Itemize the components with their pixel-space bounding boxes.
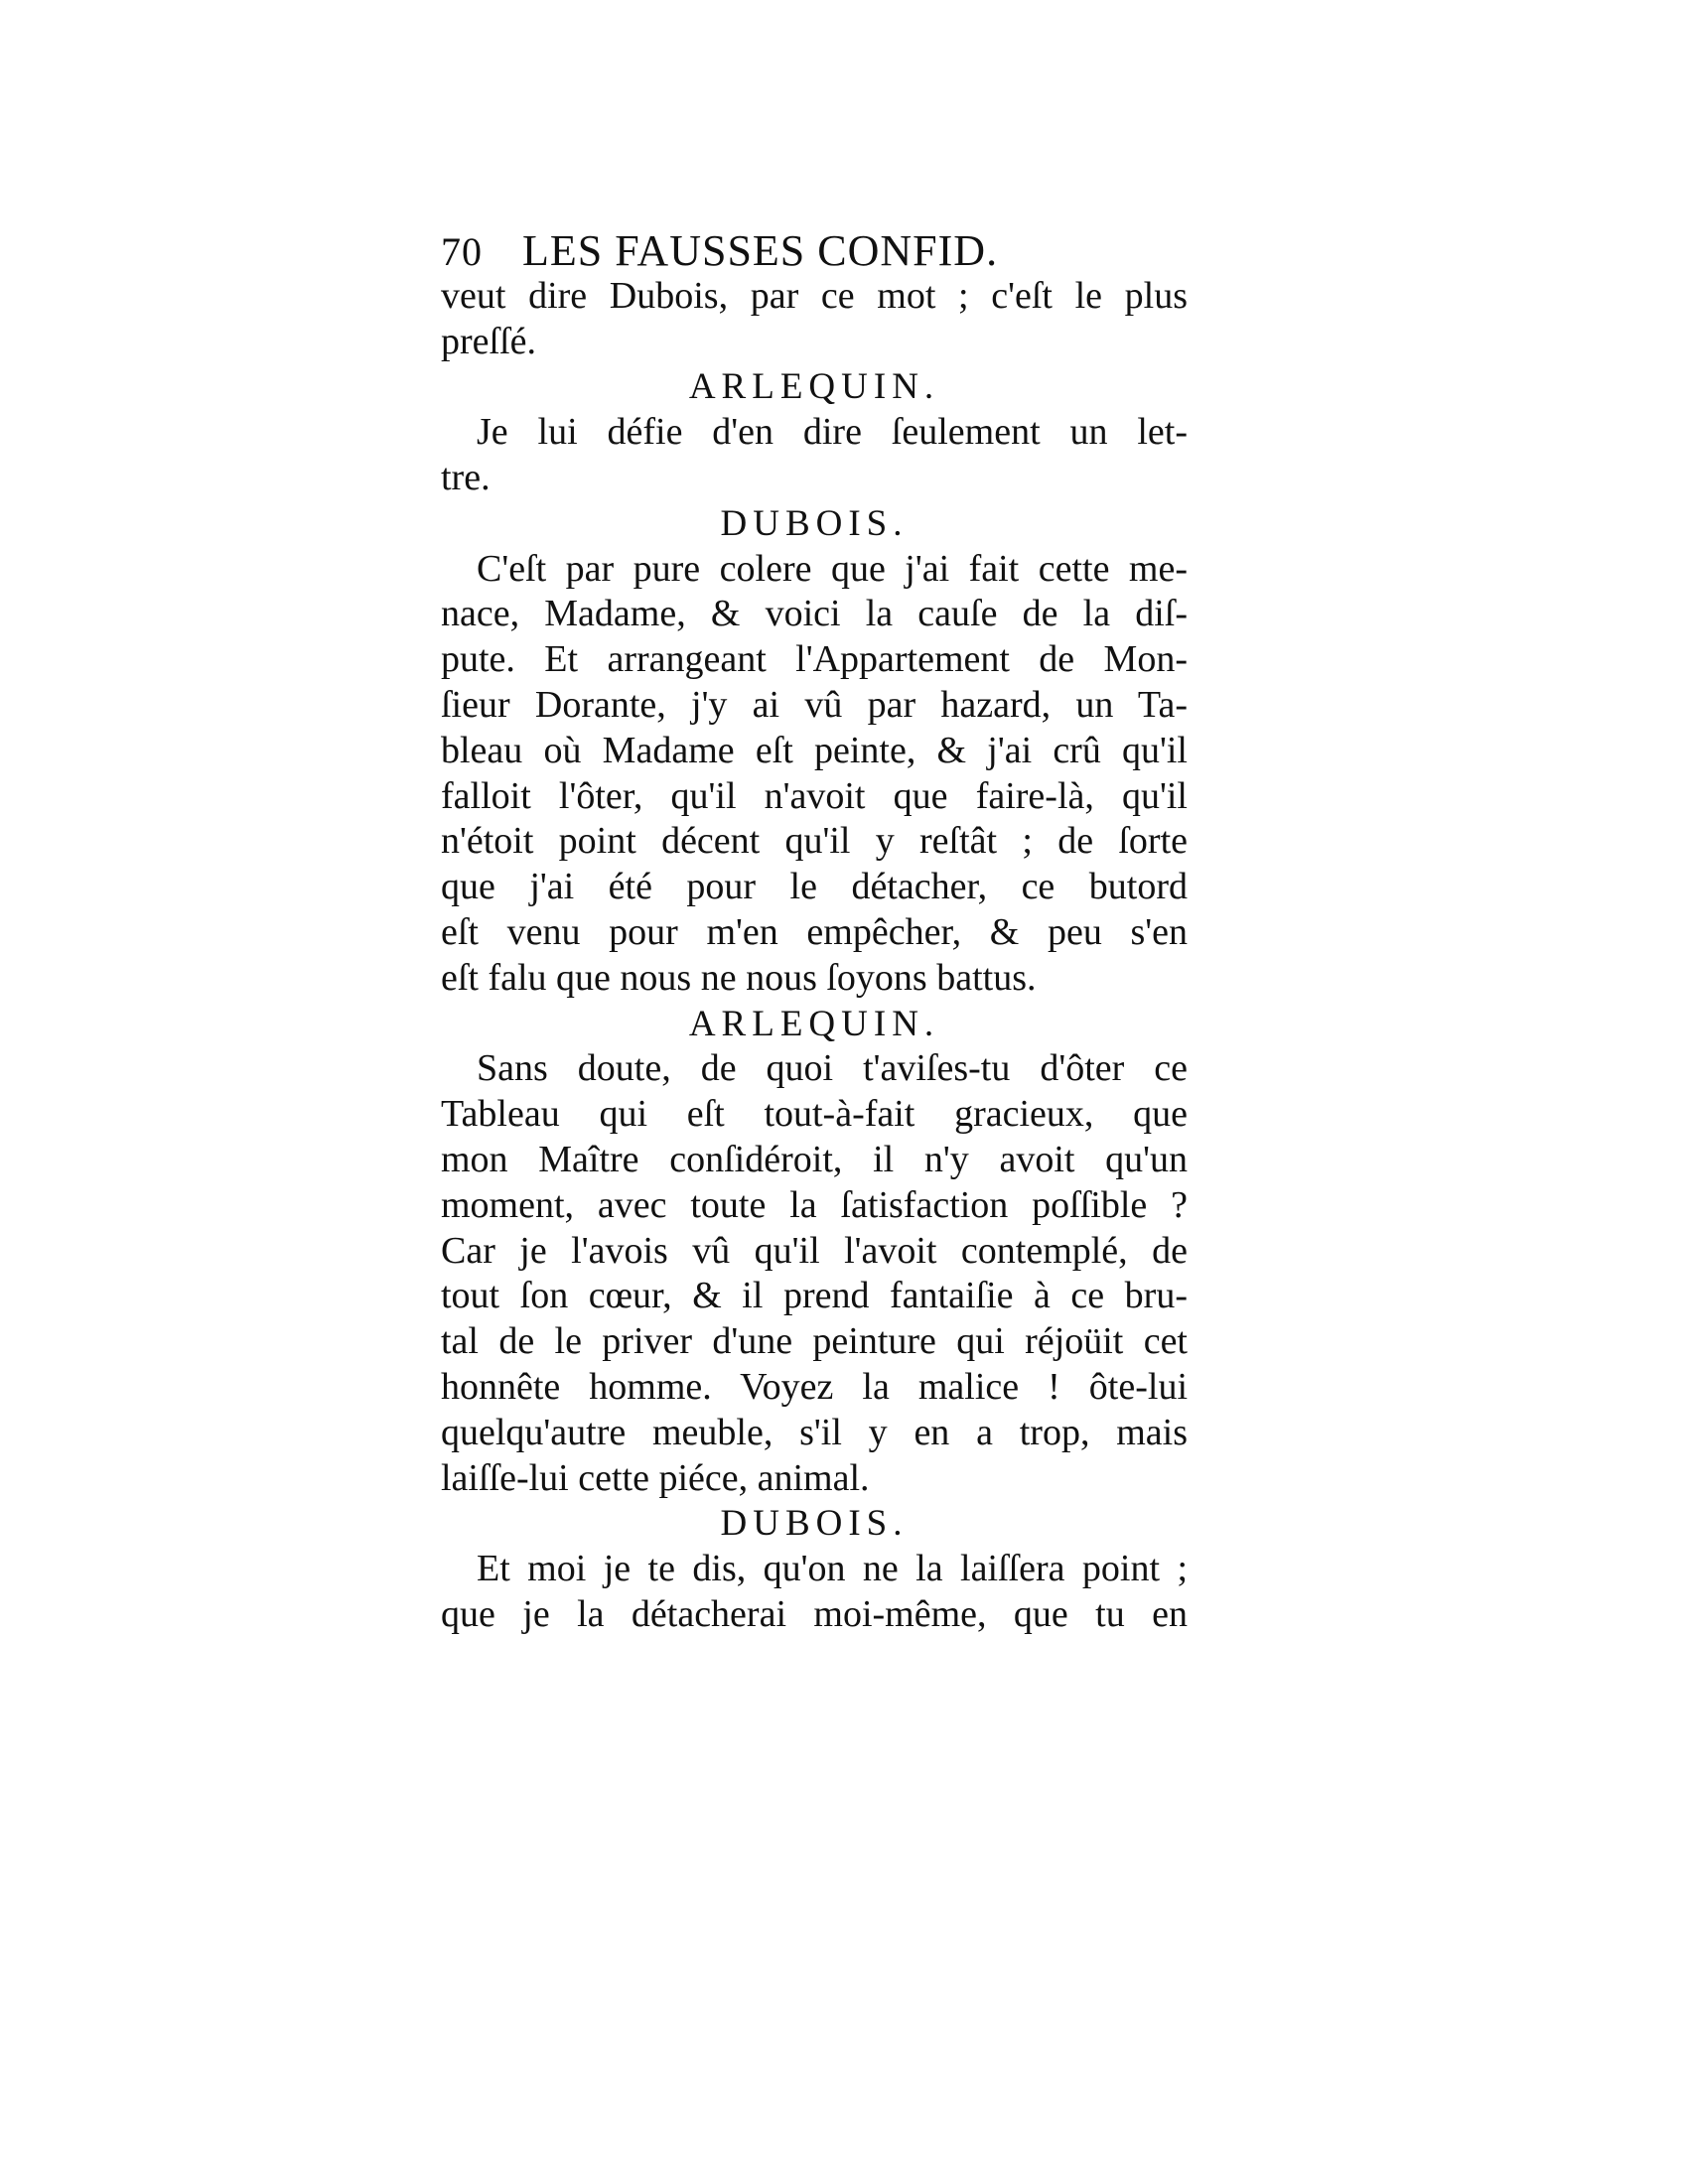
- text-line: quelqu'autre meuble, s'il y en a trop, mais: [441, 1411, 1188, 1453]
- text-line: eſt falu que nous ne nous ſoyons battus.: [441, 956, 1037, 999]
- text-line: pute. Et arrangeant l'Appartement de Mon-: [441, 638, 1188, 681]
- text-line: que j'ai été pour le détacher, ce butord: [441, 866, 1188, 908]
- text-line: honnête homme. Voyez la malice ! ôte-lui: [441, 1365, 1188, 1408]
- text-line: veut dire Dubois, par ce mot ; c'eſt le plus: [441, 274, 1188, 317]
- book-page: [441, 228, 1188, 1638]
- speaker-name: ARLEQUIN.: [688, 366, 940, 408]
- text-line: tal de le priver d'une peinture qui réjoüit cet: [441, 1320, 1188, 1363]
- text-line: Et moi je te dis, qu'on ne la laiſſera point ;: [477, 1548, 1188, 1590]
- running-header: [441, 228, 1188, 274]
- text-line: laiſſe-lui cette piéce, animal.: [441, 1456, 870, 1499]
- text-line: mon Maître conſidéroit, il n'y avoit qu'un: [441, 1138, 1188, 1180]
- text-line: falloit l'ôter, qu'il n'avoit que faire-là, qu'il: [441, 774, 1188, 817]
- text-line: tout ſon cœur, & il prend fantaiſie à ce bru-: [441, 1275, 1188, 1317]
- page-body: [441, 274, 1188, 1638]
- text-line: tre.: [441, 456, 491, 498]
- speaker-name: ARLEQUIN.: [688, 1003, 940, 1044]
- text-line: Tableau qui eſt tout-à-fait gracieux, que: [441, 1093, 1188, 1136]
- text-line: n'étoit point décent qu'il y reſtât ; de ſorte: [441, 820, 1188, 863]
- text-line: eſt venu pour m'en empêcher, & peu s'en: [441, 910, 1188, 953]
- text-line: Sans doute, de quoi t'aviſes-tu d'ôter ce: [477, 1047, 1188, 1090]
- text-line: Car je l'avois vû qu'il l'avoit contemplé, de: [441, 1229, 1188, 1272]
- text-line: Je lui défie d'en dire ſeulement un let-: [477, 411, 1188, 454]
- text-line: preſſé.: [441, 320, 537, 362]
- text-line: ſieur Dorante, j'y ai vû par hazard, un Ta-: [441, 683, 1188, 726]
- speaker-name: DUBOIS.: [720, 1503, 909, 1545]
- text-line: nace, Madame, & voici la cauſe de la diſ-: [441, 593, 1188, 635]
- text-line: moment, avec toute la ſatisfaction poſſible ?: [441, 1183, 1188, 1226]
- text-line: que je la détacherai moi-même, que tu en: [441, 1592, 1188, 1635]
- text-line: C'eſt par pure colere que j'ai fait cette me-: [477, 547, 1188, 590]
- speaker-name: DUBOIS.: [720, 502, 909, 544]
- text-line: bleau où Madame eſt peinte, & j'ai crû qu'il: [441, 729, 1188, 771]
- page-number: 70: [441, 229, 483, 274]
- running-title: LES FAUSSES CONFID.: [522, 226, 999, 275]
